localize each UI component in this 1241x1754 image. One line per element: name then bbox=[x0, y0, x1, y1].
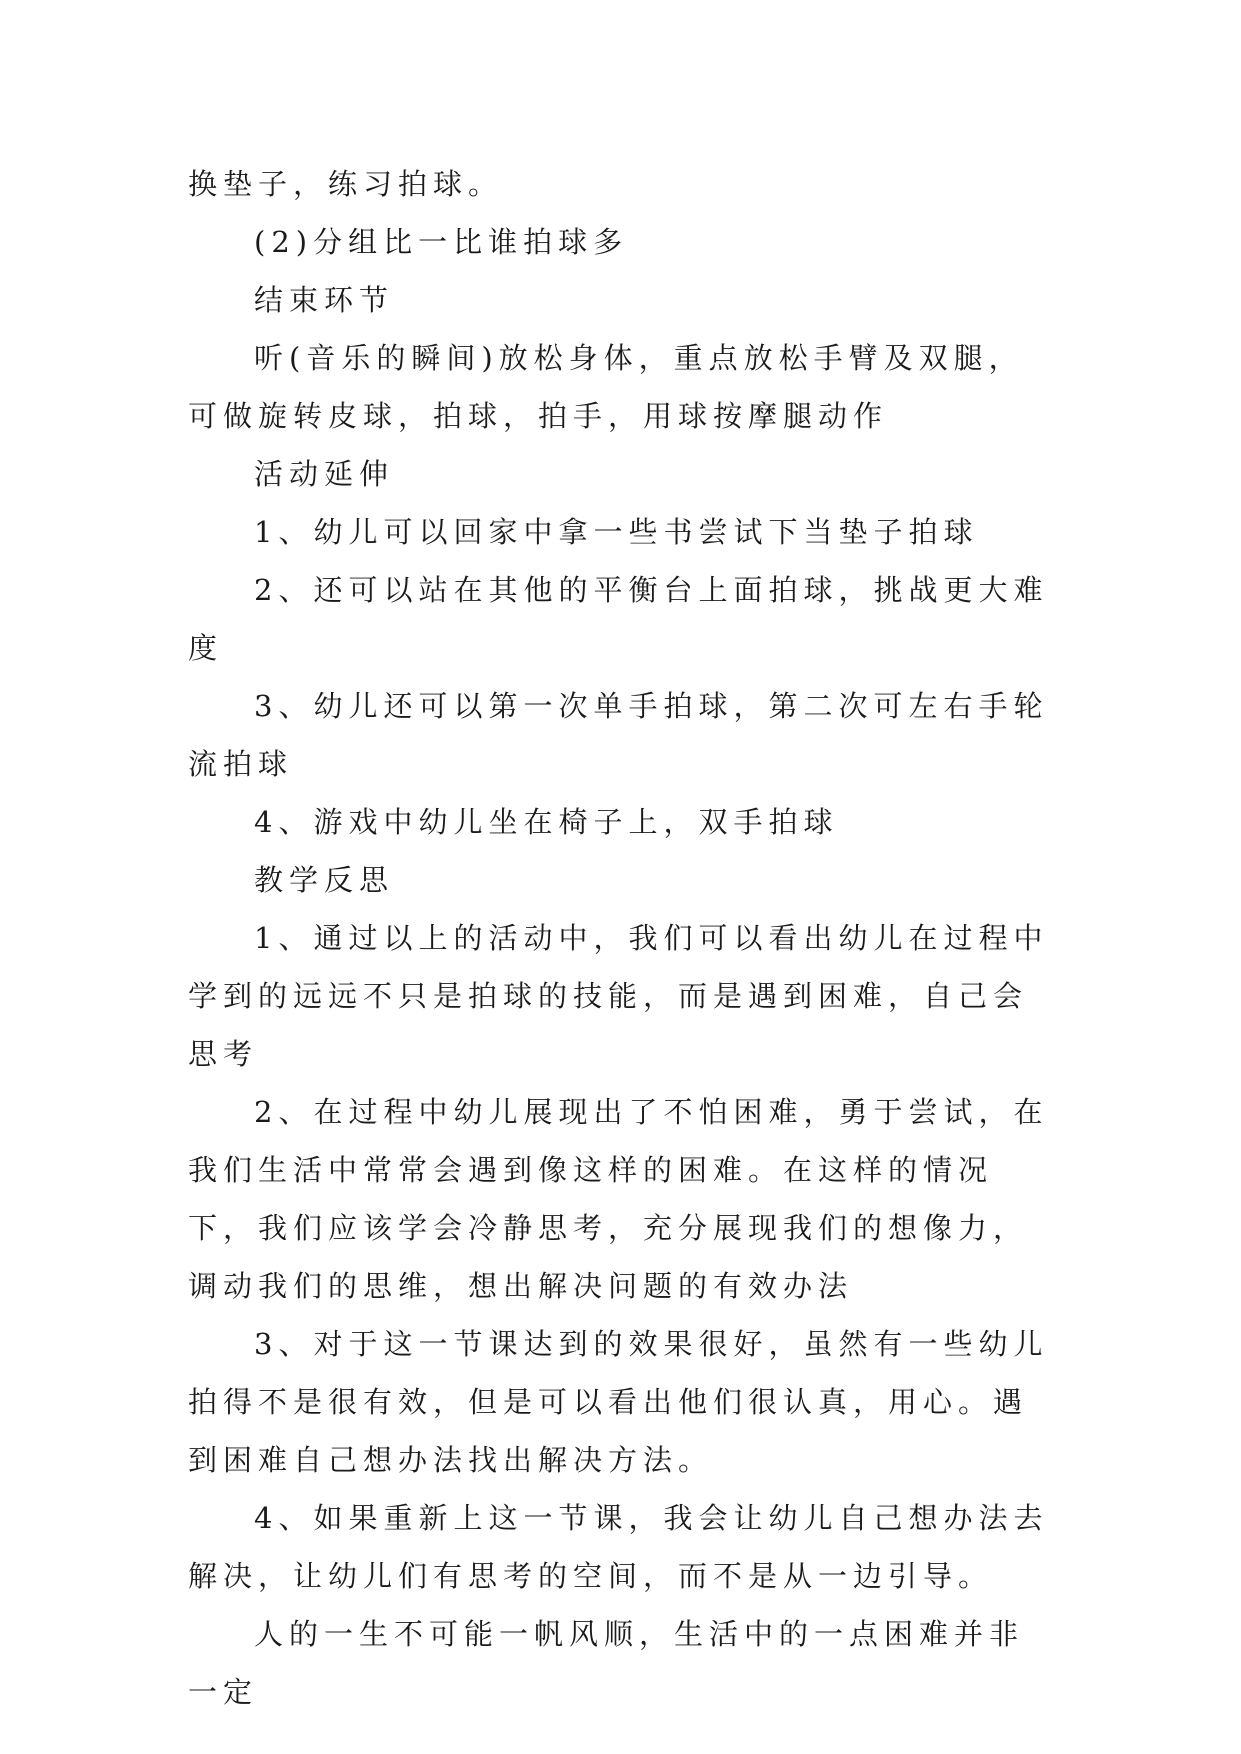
paragraph-relax: 听(音乐的瞬间)放松身体，重点放松手臂及双腿，可做旋转皮球，拍球，拍手，用球按摩腿动作 bbox=[188, 341, 1024, 433]
paragraph-continuation: 换垫子，练习拍球。 bbox=[188, 167, 504, 201]
list-item-reflection-3: 3、对于这一节课达到的效果很好，虽然有一些幼儿拍得不是很有效，但是可以看出他们很认真，用心。遇到困难自己想办法找出解决方法。 bbox=[188, 1327, 1049, 1477]
section-heading-extension: 活动延伸 bbox=[254, 457, 395, 491]
paragraph-closing: 人的一生不可能一帆风顺，生活中的一点困难并非一定 bbox=[188, 1617, 1025, 1709]
list-item-reflection-2: 2、在过程中幼儿展现出了不怕困难，勇于尝试，在我们生活中常常会遇到像这样的困难。在这样的情况下，我们应该学会冷静思考，充分展现我们的想像力，调动我们的思维，想出解决问题的有效办法 bbox=[188, 1095, 1049, 1303]
paragraph-step-2: (2)分组比一比谁拍球多 bbox=[254, 225, 629, 259]
list-item-reflection-1: 1、通过以上的活动中，我们可以看出幼儿在过程中学到的远远不只是拍球的技能，而是遇到困难，自己会思考 bbox=[188, 921, 1049, 1071]
list-item-extension-3: 3、幼儿还可以第一次单手拍球，第二次可左右手轮流拍球 bbox=[188, 689, 1049, 781]
list-item-reflection-4: 4、如果重新上这一节课，我会让幼儿自己想办法去解决，让幼儿们有思考的空间，而不是从一边引导。 bbox=[188, 1501, 1049, 1593]
section-heading-reflection: 教学反思 bbox=[254, 863, 395, 897]
list-item-extension-4: 4、游戏中幼儿坐在椅子上，双手拍球 bbox=[254, 805, 839, 839]
document-body bbox=[188, 155, 1054, 1721]
list-item-extension-1: 1、幼儿可以回家中拿一些书尝试下当垫子拍球 bbox=[254, 515, 979, 549]
list-item-extension-2: 2、还可以站在其他的平衡台上面拍球，挑战更大难度 bbox=[188, 573, 1049, 665]
section-heading-ending: 结束环节 bbox=[254, 283, 395, 317]
